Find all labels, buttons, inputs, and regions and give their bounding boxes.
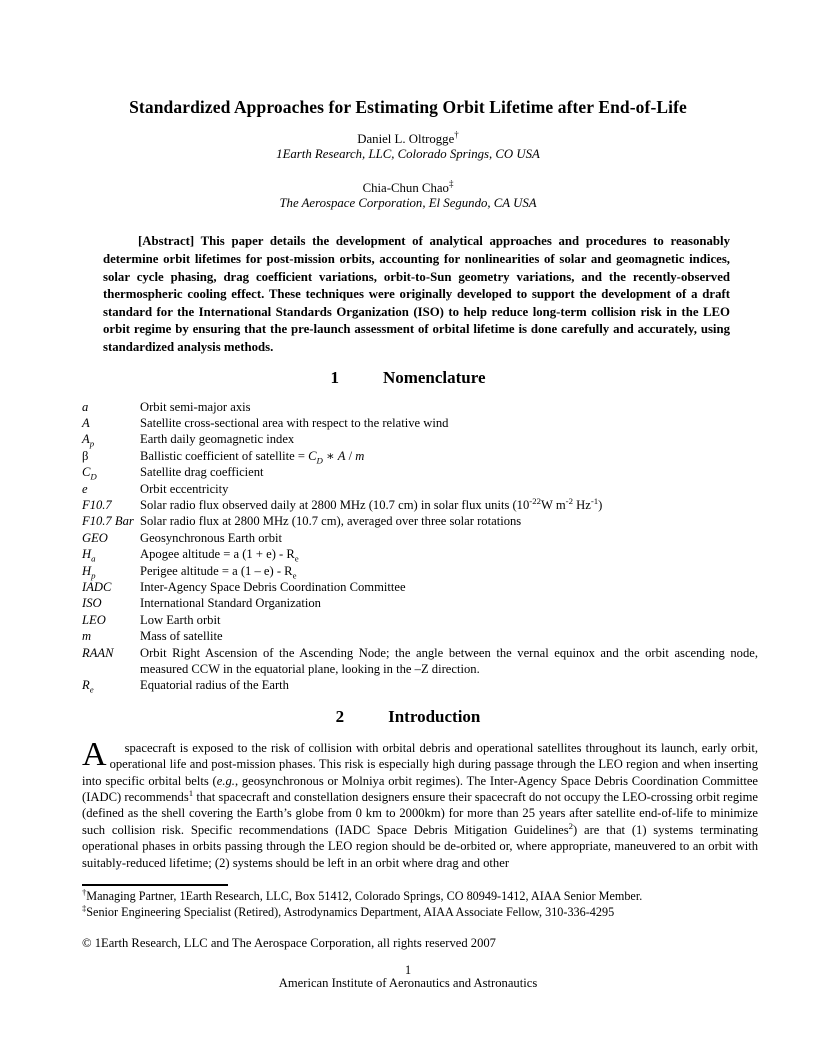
- section-heading-nomenclature: [70, 368, 746, 388]
- nomenclature-row: [82, 546, 758, 562]
- nomenclature-symbol: RAAN: [82, 645, 114, 660]
- nomenclature-row: [82, 448, 758, 464]
- author-block: [70, 129, 746, 161]
- author-name: Daniel L. Oltrogge†: [357, 129, 459, 146]
- nomenclature-list: [82, 399, 758, 694]
- nomenclature-symbol: LEO: [82, 612, 106, 627]
- introduction-text: spacecraft is exposed to the risk of collision with orbital debris and operational satellites throughout its launch, early orbit, operational life and post-mission phases. This risk is especially high during passage through the LEO region and when inserting into specific orbital belts (e.g., geosynchronous or Molniya orbit regimes). The Inter-Agency Space Debris Coordination Committee (IADC) recommends$^1$ that spacecraft and constellation designers ensure their spacecraft do not occupy the LEO-crossing orbit regime (defined as the shell covering the Earth’s globe from 0 km to 2000km) for more than 25 years after satellite end-of-life to minimize such collision risk. Specific recommendations (IADC Space Debris Mitigation Guidelines$^2$) are that (1) systems terminating operational phases in orbits passing through the LEO region should be de-orbited or, where appropriate, maneuvered to an orbit with suitably-reduced lifetime; (2) systems should be left in an orbit where drag and other: [82, 740, 759, 870]
- section-title: Introduction: [388, 706, 481, 726]
- nomenclature-row: [82, 628, 758, 644]
- nomenclature-definition: Equatorial radius of the Earth: [140, 678, 289, 693]
- author-name: Chia-Chun Chao‡: [362, 178, 454, 196]
- nomenclature-definition: Orbit Right Ascension of the Ascending Node; the angle between the vernal equinox and the orbit ascending node, measured CCW in the equatorial plane, looking in the –Z direction.: [140, 645, 758, 677]
- nomenclature-row: [82, 595, 758, 611]
- nomenclature-symbol: $H_p$: [82, 563, 96, 581]
- nomenclature-row: [82, 677, 758, 693]
- nomenclature-definition: Mass of satellite: [140, 629, 223, 644]
- nomenclature-row: [82, 431, 758, 447]
- author-affiliation: The Aerospace Corporation, El Segundo, CA USA: [279, 195, 537, 210]
- nomenclature-symbol: $R_e$: [82, 678, 94, 695]
- section-number: 1: [330, 367, 339, 387]
- nomenclature-row: [82, 415, 758, 431]
- footnote-item: †Managing Partner, 1Earth Research, LLC, Box 51412, Colorado Springs, CO 80949-1412, AIAA Senior Member.: [82, 887, 643, 904]
- nomenclature-symbol: $A_p$: [82, 432, 95, 449]
- nomenclature-symbol: e: [82, 481, 88, 496]
- footnote-item: ‡Senior Engineering Specialist (Retired), Astrodynamics Department, AIAA Associate Fellow, 310-336-4295: [82, 902, 615, 919]
- nomenclature-row: [82, 645, 758, 678]
- author-affiliation: 1Earth Research, LLC, Colorado Springs, CO USA: [276, 146, 540, 161]
- nomenclature-row: [82, 481, 758, 497]
- page-footer: [70, 964, 746, 991]
- nomenclature-definition: Low Earth orbit: [140, 612, 221, 627]
- nomenclature-row: [82, 579, 758, 595]
- copyright-line: © 1Earth Research, LLC and The Aerospace Corporation, all rights reserved 2007: [82, 935, 496, 950]
- nomenclature-definition: Orbit eccentricity: [140, 481, 229, 496]
- nomenclature-row: [82, 563, 758, 579]
- nomenclature-symbol: F10.7: [82, 497, 112, 512]
- nomenclature-definition: Solar radio flux at 2800 MHz (10.7 cm), averaged over three solar rotations: [140, 514, 522, 529]
- nomenclature-symbol: ISO: [82, 596, 102, 611]
- author-list: [70, 129, 746, 210]
- section-title: Nomenclature: [382, 367, 486, 387]
- footer-publisher: American Institute of Aeronautics and Astronautics: [278, 975, 538, 990]
- nomenclature-symbol: F10.7 Bar: [82, 514, 134, 529]
- nomenclature-definition: Satellite drag coefficient: [140, 465, 264, 480]
- nomenclature-definition: Orbit semi-major axis: [140, 399, 251, 414]
- nomenclature-definition: Inter-Agency Space Debris Coordination Committee: [140, 580, 406, 594]
- nomenclature-definition: Satellite cross-sectional area with respect to the relative wind: [140, 415, 449, 430]
- footnote-rule: [82, 884, 228, 886]
- nomenclature-row: [82, 464, 758, 480]
- nomenclature-symbol: β: [82, 448, 89, 463]
- nomenclature-definition: Earth daily geomagnetic index: [140, 432, 295, 447]
- section-number: 2: [335, 706, 345, 726]
- nomenclature-symbol: IADC: [82, 580, 112, 594]
- nomenclature-row: [82, 530, 758, 546]
- nomenclature-symbol: GEO: [82, 530, 108, 545]
- nomenclature-row: [82, 513, 758, 529]
- nomenclature-row: [82, 497, 758, 513]
- nomenclature-symbol: $C_D$: [82, 465, 97, 482]
- page-number: 1: [404, 962, 412, 977]
- nomenclature-definition: Geosynchronous Earth orbit: [140, 530, 282, 545]
- page-title: Standardized Approaches for Estimating Orbit Lifetime after End-of-Life: [129, 97, 687, 117]
- nomenclature-row: [82, 612, 758, 628]
- nomenclature-definition: Perigee altitude = a $(1 - e) - R_e$: [140, 563, 297, 581]
- nomenclature-definition: International Standard Organization: [140, 596, 321, 611]
- nomenclature-row: [82, 399, 758, 415]
- nomenclature-symbol: A: [82, 415, 90, 430]
- drop-cap: A: [82, 735, 107, 773]
- nomenclature-symbol: a: [82, 399, 89, 414]
- nomenclature-symbol: $H_a$: [82, 547, 96, 564]
- author-block: [70, 178, 746, 210]
- introduction-paragraph: [82, 735, 759, 871]
- footnote-list: [82, 889, 758, 920]
- nomenclature-definition: Apogee altitude = a $(1 + e) - R_e$: [140, 547, 299, 564]
- nomenclature-definition: Solar radio flux observed daily at 2800 MHz (10.7 cm) in solar flux units ($10^{-22}W$ $m^{-2}$ $Hz^{-1}$): [140, 495, 603, 512]
- nomenclature-symbol: m: [82, 629, 92, 644]
- abstract-text: [Abstract] This paper details the development of analytical approaches and procedures to reasonably determine orbit lifetimes for post-mission orbits, accounting for nonlinearities of solar and geomagnetic indices, solar cycle phasing, drag coefficient variations, orbit-to-Sun geometry variations, and the recently-observed thermospheric cooling effect. These techniques were originally developed to support the development of a draft standard for the International Standards Organization (ISO) to help reduce long-term collision risk in the LEO orbit regime by ensuring that the pre-launch assessment of orbital lifetime is done carefully and accurately, using standardized analysis methods.: [103, 234, 730, 354]
- nomenclature-definition: Ballistic coefficient of satellite = $C_D$ ∗ A / m: [140, 448, 365, 466]
- section-heading-introduction: [70, 707, 746, 727]
